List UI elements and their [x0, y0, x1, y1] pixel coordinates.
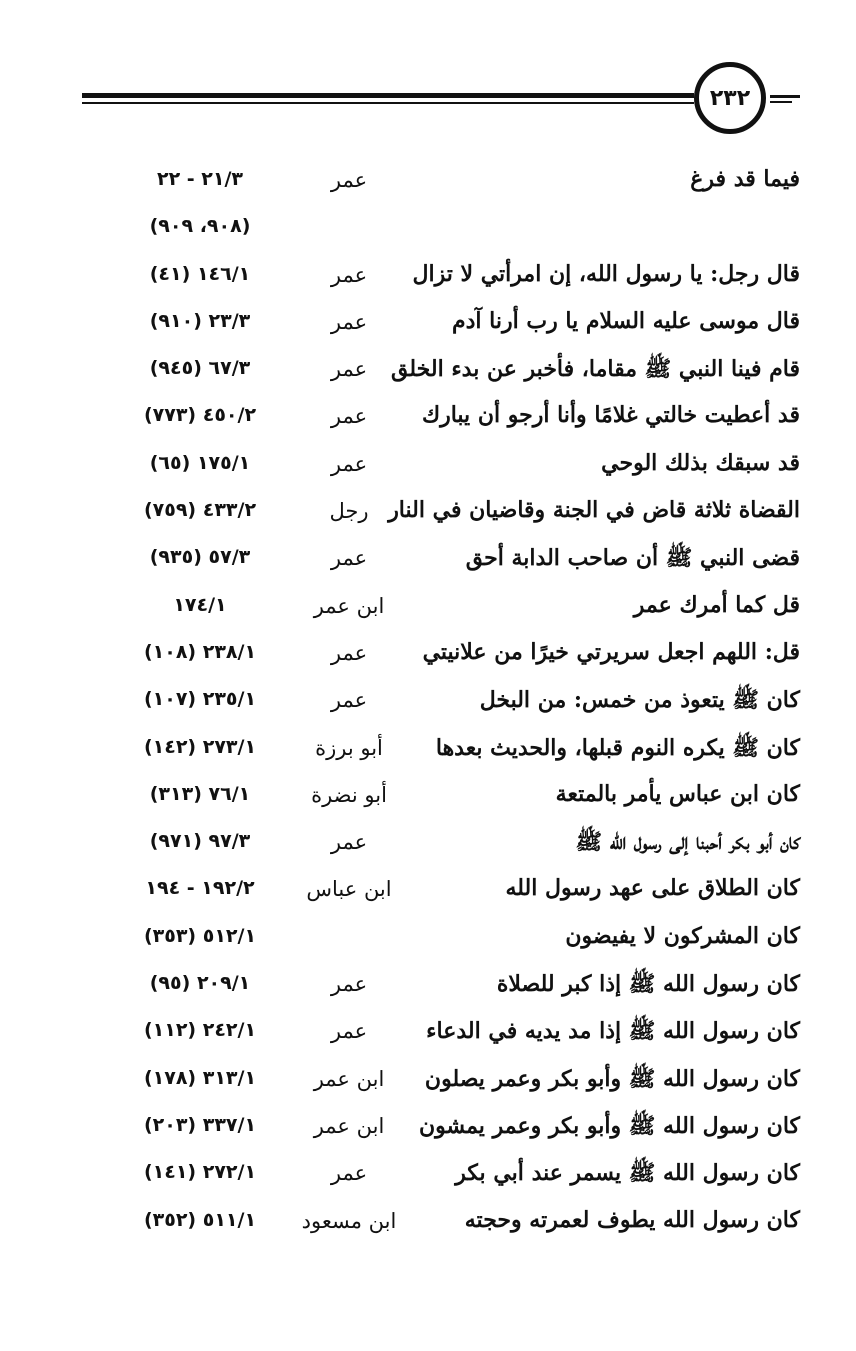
volume-page-reference: ٥١١/١ (٣٥٢)	[143, 1208, 257, 1231]
index-entry	[0, 302, 856, 349]
volume-page-reference: ٥١٢/١ (٣٥٣)	[143, 924, 257, 947]
hadith-text: كان رسول الله ﷺ وأبو بكر وعمر يمشون	[418, 1112, 800, 1139]
index-entry	[0, 917, 856, 964]
hadith-text: كان الطلاق على عهد رسول الله	[505, 875, 800, 902]
volume-page-reference: ٢٠٩/١ (٩٥)	[149, 972, 251, 995]
index-entry	[0, 586, 856, 633]
page-number: ٢٣٢	[709, 85, 751, 111]
volume-page-reference: ٢٣/٣ (٩١٠)	[149, 309, 251, 332]
index-entry	[0, 728, 856, 775]
narrator-name: عمر	[330, 451, 368, 476]
volume-page-reference: ٣١٣/١ (١٧٨)	[143, 1066, 257, 1089]
hadith-text: كان رسول الله يطوف لعمرته وحجته	[464, 1206, 800, 1233]
narrator-name: عمر	[330, 357, 368, 382]
hadith-text: قضى النبي ﷺ أن صاحب الدابة أحق	[465, 545, 800, 572]
narrator-name: عمر	[330, 972, 368, 997]
index-entry	[0, 869, 856, 916]
narrator-name: رجل	[329, 499, 369, 524]
volume-page-reference: ٦٧/٣ (٩٤٥)	[149, 357, 251, 380]
volume-page-reference: ١٤٦/١ (٤١)	[149, 262, 251, 285]
hadith-text: فيما قد فرغ	[690, 166, 800, 192]
index-entry	[0, 349, 856, 396]
index-entry	[0, 775, 856, 822]
hadith-text: كان ﷺ يكره النوم قبلها، والحديث بعدها	[435, 734, 800, 761]
index-entry	[0, 1011, 856, 1058]
narrator-name: عمر	[330, 640, 368, 665]
hadith-text: كان رسول الله ﷺ يسمر عند أبي بكر	[455, 1160, 800, 1187]
index-entry	[0, 1153, 856, 1200]
index-entry	[0, 964, 856, 1011]
index-entry	[0, 255, 856, 302]
narrator-name: ابن عمر	[313, 1066, 385, 1091]
narrator-name: أبو برزة	[315, 735, 383, 760]
hadith-text: كان رسول الله ﷺ إذا مد يديه في الدعاء	[426, 1018, 800, 1045]
volume-page-reference: ٢٣٥/١ (١٠٧)	[143, 688, 257, 711]
narrator-name: عمر	[330, 309, 368, 334]
volume-page-reference: ٢٧٢/١ (١٤١)	[143, 1161, 257, 1184]
hadith-index-list	[0, 160, 856, 1248]
narrator-name: عمر	[330, 546, 368, 571]
hadith-text: قال رجل: يا رسول الله، إن امرأتي لا تزال	[412, 260, 800, 287]
volume-page-reference: ٤٣٣/٢ (٧٥٩)	[143, 499, 257, 522]
volume-page-reference: (٩٠٨، ٩٠٩)	[149, 215, 251, 238]
index-entry	[0, 633, 856, 680]
narrator-name: ابن عمر	[313, 593, 385, 618]
narrator-name: عمر	[330, 1161, 368, 1186]
index-entry	[0, 444, 856, 491]
narrator-name: عمر	[330, 830, 368, 855]
index-entry	[0, 680, 856, 727]
narrator-name: عمر	[330, 262, 368, 287]
index-entry	[0, 1059, 856, 1106]
hadith-text: القضاة ثلاثة قاض في الجنة وقاضيان في النار	[388, 497, 800, 524]
hadith-text: كان ﷺ يتعوذ من خمس: من البخل	[479, 687, 800, 714]
volume-page-reference: ٤٥٠/٢ (٧٧٣)	[143, 404, 257, 427]
volume-page-reference: ٢٤٢/١ (١١٢)	[143, 1019, 257, 1042]
header-rule-right	[770, 95, 800, 98]
hadith-text: كان أبو بكر أحبنا إلى رسول الله ﷺ	[575, 829, 800, 856]
hadith-text: كان رسول الله ﷺ إذا كبر للصلاة	[496, 971, 800, 998]
narrator-name: ابن عباس	[306, 877, 392, 902]
volume-page-reference: ١٧٥/١ (٦٥)	[149, 451, 251, 474]
index-entry	[0, 207, 856, 254]
volume-page-reference: ٢٣٨/١ (١٠٨)	[143, 640, 257, 663]
volume-page-reference: ٢٧٣/١ (١٤٢)	[143, 735, 257, 758]
narrator-name: عمر	[330, 1019, 368, 1044]
hadith-text: قام فينا النبي ﷺ مقاما، فأخبر عن بدء الخلق	[391, 356, 800, 383]
page-header	[0, 0, 856, 140]
volume-page-reference: ٩٧/٣ (٩٧١)	[149, 830, 251, 853]
page-number-badge	[694, 62, 766, 134]
volume-page-reference: ١٩٢/٢ - ١٩٤	[145, 877, 255, 900]
narrator-name: ابن عمر	[313, 1113, 385, 1138]
hadith-text: كان المشركون لا يفيضون	[565, 922, 800, 949]
narrator-name: عمر	[330, 688, 368, 713]
volume-page-reference: ٣٣٧/١ (٢٠٣)	[143, 1113, 257, 1136]
header-rule-right-thin	[770, 101, 792, 103]
hadith-text: قل كما أمرك عمر	[633, 591, 800, 618]
volume-page-reference: ٥٧/٣ (٩٣٥)	[149, 546, 251, 569]
index-entry	[0, 822, 856, 869]
hadith-text: قد أعطيت خالتي غلامًا وأنا أرجو أن يبارك	[421, 402, 800, 429]
index-entry	[0, 491, 856, 538]
volume-page-reference: ٧٦/١ (٣١٣)	[149, 782, 251, 805]
hadith-text: قال موسى عليه السلام يا رب أرنا آدم	[451, 307, 800, 334]
header-rule-thick	[82, 93, 694, 98]
index-entry	[0, 396, 856, 443]
narrator-name: ابن مسعود	[301, 1208, 397, 1233]
narrator-name: عمر	[330, 404, 368, 429]
narrator-name: أبو نضرة	[311, 782, 387, 807]
index-entry	[0, 1201, 856, 1248]
header-rule-thin	[82, 102, 694, 104]
hadith-text: كان ابن عباس يأمر بالمتعة	[555, 780, 800, 807]
volume-page-reference: ٢١/٣ - ٢٢	[156, 168, 244, 190]
volume-page-reference: ١٧٤/١	[173, 593, 227, 616]
index-entry	[0, 1106, 856, 1153]
hadith-text: قد سبقك بذلك الوحي	[601, 449, 800, 476]
hadith-text: قل: اللهم اجعل سريرتي خيرًا من علانيتي	[422, 638, 800, 665]
index-entry	[0, 160, 856, 207]
narrator-name: عمر	[330, 168, 368, 192]
hadith-text: كان رسول الله ﷺ وأبو بكر وعمر يصلون	[424, 1065, 800, 1092]
index-entry	[0, 538, 856, 585]
